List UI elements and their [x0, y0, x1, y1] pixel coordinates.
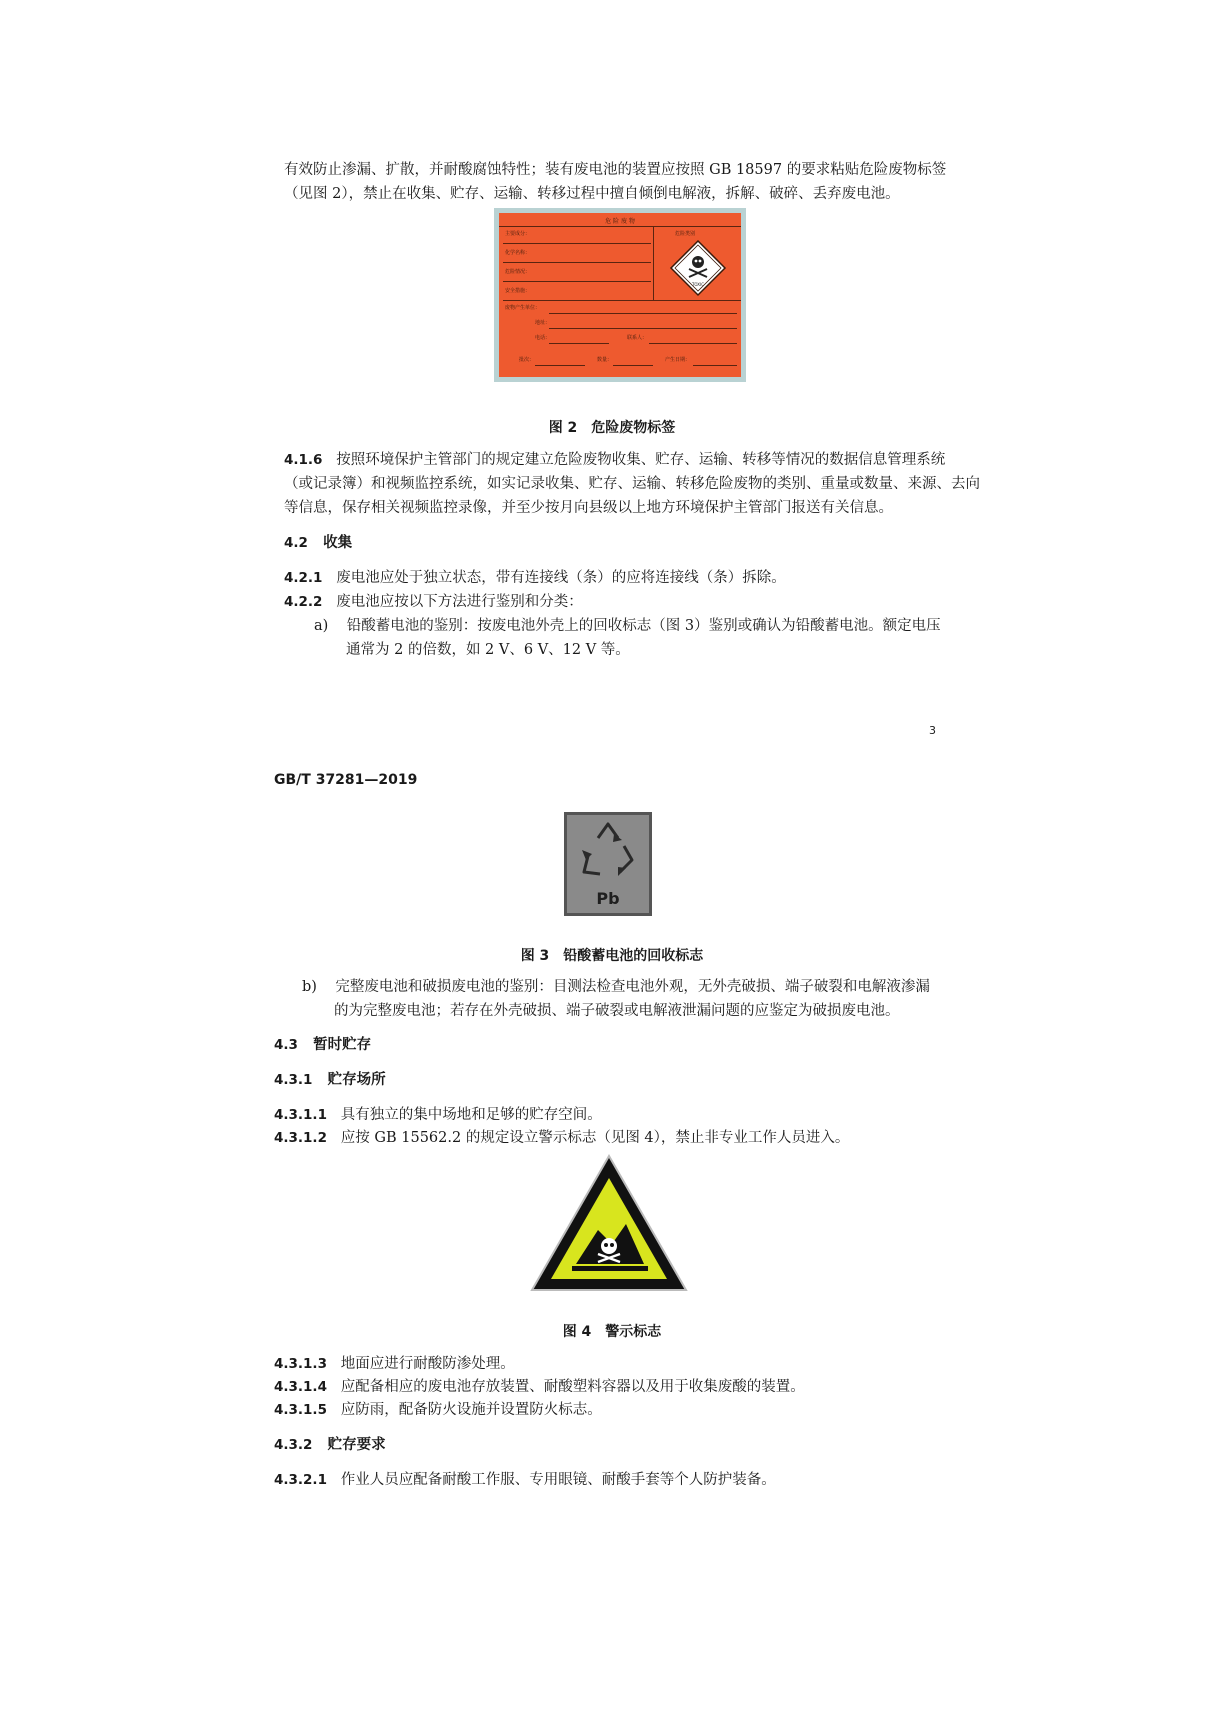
- section-text: 地面应进行耐酸防渗处理。: [340, 1356, 515, 1372]
- toxic-warning-icon: [528, 1152, 690, 1294]
- section-4-1-6-line-2: （或记录簿）和视频监控系统，如实记录收集、贮存、运输、转移危险废物的类别、重量或数量、来源、去向: [284, 476, 980, 492]
- section-number: 4.2.1: [284, 570, 323, 586]
- section-number: 4.3.1.4: [274, 1379, 327, 1395]
- section-text: 废电池应处于独立状态，带有连接线（条）的应将连接线（条）拆除。: [336, 570, 786, 586]
- section-number: 4.3.2: [274, 1437, 313, 1453]
- section-4-2-heading: [284, 531, 352, 555]
- label-field: 联系人：: [627, 335, 648, 341]
- section-number: 4.3.2.1: [274, 1472, 327, 1488]
- section-4-3-1-1: [274, 1103, 602, 1127]
- section-4-3-heading: [274, 1033, 371, 1057]
- skull-crossbones-icon: [669, 239, 727, 297]
- section-4-3-2-1: [274, 1468, 776, 1492]
- section-4-2-1: [284, 566, 786, 590]
- section-number: 4.3.1.5: [274, 1402, 327, 1418]
- item-b: [302, 975, 930, 999]
- section-number: 4.2.2: [284, 594, 323, 610]
- label-field: 地址：: [535, 320, 551, 326]
- section-4-3-1-3: [274, 1352, 515, 1376]
- section-4-1-6: [284, 448, 945, 472]
- recycle-pb-icon: [564, 812, 652, 916]
- section-4-3-1-5: [274, 1398, 602, 1422]
- section-text: 应防雨，配备防火设施并设置防火标志。: [340, 1402, 602, 1418]
- section-text: 作业人员应配备耐酸工作服、专用眼镜、耐酸手套等个人防护装备。: [340, 1472, 776, 1488]
- figure-3-caption: 图 3 铅酸蓄电池的回收标志: [520, 948, 704, 964]
- item-a: [314, 614, 941, 638]
- section-text: 废电池应按以下方法进行鉴别和分类：: [336, 594, 583, 610]
- label-field: 化学名称：: [505, 250, 531, 256]
- label-field: 批次：: [519, 357, 535, 363]
- label-field: 安全措施：: [505, 288, 531, 294]
- label-field: 数量：: [597, 357, 613, 363]
- label-class-text: 危险类别: [675, 231, 696, 237]
- label-field: 产生日期：: [665, 357, 691, 363]
- figure-2-caption: 图 2 危险废物标签: [548, 420, 676, 436]
- section-title: 收集: [323, 535, 353, 551]
- section-number: 4.3.1.3: [274, 1356, 327, 1372]
- intro-paragraph-line-1: 有效防止渗漏、扩散，并耐酸腐蚀特性；装有废电池的装置应按照 GB 18597 的要求粘贴危险废物标签: [284, 162, 947, 178]
- standard-header-code: GB/T 37281—2019: [274, 772, 418, 788]
- section-number: 4.3.1.2: [274, 1130, 327, 1146]
- label-field: 废物产生单位：: [505, 305, 541, 311]
- item-a-line-2: 通常为 2 的倍数，如 2 V、6 V、12 V 等。: [346, 642, 630, 658]
- figure-4-caption: 图 4 警示标志: [562, 1324, 662, 1340]
- item-marker: b): [302, 979, 317, 995]
- section-text: 具有独立的集中场地和足够的贮存空间。: [340, 1107, 602, 1123]
- hazardous-waste-label-figure: [494, 208, 746, 382]
- section-4-3-1-2: [274, 1126, 849, 1150]
- svg-text:TOXIC: TOXIC: [691, 282, 705, 287]
- item-text: 完整废电池和破损废电池的鉴别：目测法检查电池外观，无外壳破损、端子破裂和电解液渗漏: [335, 979, 930, 995]
- recycle-symbol-text: Pb: [596, 889, 620, 908]
- section-number: 4.2: [284, 535, 308, 551]
- label-field: 危险情况：: [505, 269, 531, 275]
- section-title: 暂时贮存: [313, 1037, 372, 1053]
- section-text: 应配备相应的废电池存放装置、耐酸塑料容器以及用于收集废酸的装置。: [340, 1379, 805, 1395]
- item-text: 铅酸蓄电池的鉴别：按废电池外壳上的回收标志（图 3）鉴别或确认为铅酸蓄电池。额定电压: [346, 618, 941, 634]
- label-field: 电话：: [535, 335, 551, 341]
- hazardous-waste-label: [499, 213, 741, 377]
- section-number: 4.3.1: [274, 1072, 313, 1088]
- section-title: 贮存要求: [327, 1437, 386, 1453]
- label-field: 主要成分：: [505, 231, 531, 237]
- section-number: 4.3.1.1: [274, 1107, 327, 1123]
- section-text: 按照环境保护主管部门的规定建立危险废物收集、贮存、运输、转移等情况的数据信息管理系统: [336, 452, 946, 468]
- section-number: 4.3: [274, 1037, 298, 1053]
- label-header: 危 险 废 物: [605, 218, 635, 225]
- item-b-line-2: 的为完整废电池；若存在外壳破损、端子破裂或电解液泄漏问题的应鉴定为破损废电池。: [334, 1003, 900, 1019]
- section-number: 4.1.6: [284, 452, 323, 468]
- section-4-1-6-line-3: 等信息，保存相关视频监控录像，并至少按月向县级以上地方环境保护主管部门报送有关信息。: [284, 500, 893, 516]
- section-title: 贮存场所: [327, 1072, 386, 1088]
- section-4-2-2: [284, 590, 583, 614]
- page-number: 3: [929, 724, 936, 737]
- intro-paragraph-line-2: （见图 2），禁止在收集、贮存、运输、转移过程中擅自倾倒电解液，拆解、破碎、丢弃废电池。: [284, 186, 900, 202]
- section-text: 应按 GB 15562.2 的规定设立警示标志（见图 4），禁止非专业工作人员进入。: [340, 1130, 850, 1146]
- item-marker: a): [314, 618, 329, 634]
- section-4-3-1-heading: [274, 1068, 386, 1092]
- section-4-3-2-heading: [274, 1433, 386, 1457]
- section-4-3-1-4: [274, 1375, 805, 1399]
